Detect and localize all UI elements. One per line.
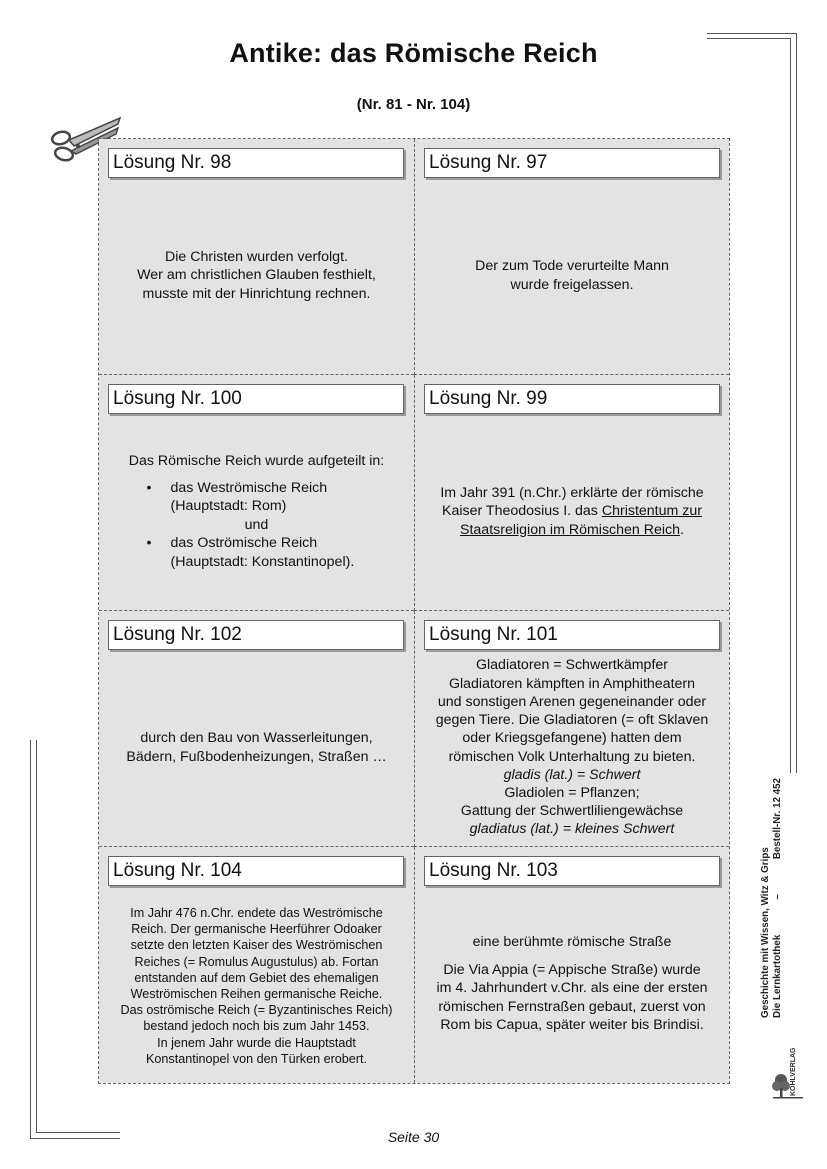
text-line: Die Christen wurden verfolgt.	[165, 248, 348, 265]
underlined-text: Staatsreligion im Römischen Reich	[460, 521, 681, 538]
text-line: durch den Bau von Wasserleitungen,	[140, 730, 373, 746]
card-label: Lösung Nr. 100	[108, 384, 404, 414]
text-line: gegen Tiere. Die Gladiatoren (= oft Sklaven	[435, 712, 709, 729]
card-grid	[98, 138, 730, 1084]
card-loesung-104	[99, 847, 414, 1083]
text-line: römischen Fernstraßen gebaut, zuerst von	[438, 998, 706, 1015]
card-loesung-101	[414, 611, 729, 847]
text-line: (Hauptstadt: Rom)	[170, 498, 287, 514]
text-line: Weströmischen Reihen germanische Reiche.	[130, 987, 383, 1001]
frame-bottom-left-v1	[30, 740, 31, 1139]
card-content	[421, 653, 723, 842]
card-label: Lösung Nr. 98	[108, 148, 404, 178]
card-label: Lösung Nr. 101	[424, 620, 720, 650]
text-line: setzte den letzten Kaiser des Weströmischen	[130, 938, 383, 953]
text-line: wurde freigelassen.	[510, 276, 634, 293]
text-line: bestand jedoch noch bis zum Jahr 1453.	[143, 1019, 370, 1034]
tree-logo-icon	[770, 1028, 806, 1100]
sidebar-line-2	[772, 778, 784, 1018]
separator: –	[772, 894, 783, 900]
card-loesung-97	[414, 139, 729, 375]
card-label: Lösung Nr. 104	[108, 856, 404, 886]
text-line: Gattung der Schwertliliengewächse	[460, 803, 684, 820]
card-content	[105, 417, 408, 606]
text-line: Bädern, Fußbodenheizungen, Straßen …	[126, 748, 387, 765]
frame-top-right-v2	[790, 38, 791, 773]
text-line: und	[244, 516, 269, 533]
text-span: Kaiser Theodosius I. das	[442, 503, 602, 520]
text-line: Im Jahr 476 n.Chr. endete das Weströmische	[130, 905, 383, 920]
text-line: Gladiatoren kämpften in Amphitheatern	[448, 675, 696, 692]
card-content	[105, 893, 408, 1079]
text-line: oder Kriegsgefangene) hatten dem	[462, 730, 682, 747]
text-line: Reiches (= Romulus Augustulus) ab. Fortan	[134, 954, 379, 969]
text-line: gladis (lat.) = Schwert	[503, 766, 641, 783]
text-line: Die Via Appia (= Appische Straße) wurde	[443, 961, 701, 978]
card-content	[421, 889, 723, 1079]
text-line: Rom bis Capua, später weiter bis Brindisi.	[440, 1017, 704, 1034]
card-label: Lösung Nr. 99	[424, 384, 720, 414]
text-line: eine berühmte römische Straße	[472, 934, 672, 951]
text-line: das Oströmische Reich	[170, 535, 318, 551]
page-subtitle: (Nr. 81 - Nr. 104)	[356, 96, 471, 113]
text-line: Reich. Der germanische Heerführer Odoaker	[131, 922, 382, 937]
card-content	[421, 181, 723, 370]
text-line: Gladiolen = Pflanzen;	[504, 784, 640, 801]
text-line	[442, 502, 702, 521]
text-line: Konstantinopel von den Türken erobert.	[145, 1051, 367, 1066]
card-label: Lösung Nr. 102	[108, 620, 404, 650]
text-line: Wer am christlichen Glauben festhielt,	[137, 267, 376, 284]
text-span: .	[680, 521, 684, 538]
card-loesung-102	[99, 611, 414, 847]
page-number: Seite 30	[387, 1129, 440, 1145]
order-number: Bestell-Nr. 12 452	[772, 778, 783, 860]
page-title: Antike: das Römische Reich	[229, 38, 598, 68]
bullet-item	[147, 479, 397, 516]
text-line: Der zum Tode verurteilte Mann	[475, 258, 669, 274]
card-label: Lösung Nr. 97	[424, 148, 720, 178]
text-line: Das oströmische Reich (= Byzantinisches Reich)	[120, 1003, 393, 1018]
text-line: (Hauptstadt: Konstantinopel).	[170, 553, 355, 570]
text-line: gladiatus (lat.) = kleines Schwert	[469, 821, 675, 838]
text-line: im 4. Jahrhundert v.Chr. als eine der ersten	[436, 980, 708, 997]
text-line	[460, 521, 684, 540]
card-loesung-99	[414, 375, 729, 611]
text-line: In jenem Jahr wurde die Hauptstadt	[157, 1035, 356, 1050]
card-label: Lösung Nr. 103	[424, 856, 720, 886]
publisher-logo-text: KOHLVERLAG	[790, 1047, 797, 1096]
card-content	[105, 653, 408, 842]
card-loesung-103	[414, 847, 729, 1083]
text-line: entstanden auf dem Gebiet des ehemaligen	[134, 970, 379, 985]
text-line: musste mit der Hinrichtung rechnen.	[142, 285, 371, 302]
bullet-icon: •	[146, 479, 152, 496]
frame-top-right-v1	[796, 33, 797, 773]
bullet-icon: •	[146, 535, 152, 551]
text-line: Im Jahr 391 (n.Chr.) erklärte der römische	[440, 484, 704, 501]
bullet-item	[147, 534, 397, 571]
card-content	[421, 417, 723, 606]
card-loesung-98	[99, 139, 414, 375]
sidebar-line-1	[760, 778, 772, 1018]
text-line: und sonstigen Arenen gegeneinander oder	[437, 693, 707, 710]
text-line: Das Römische Reich wurde aufgeteilt in:	[128, 453, 385, 469]
text-line: Gladiatoren = Schwertkämpfer	[475, 657, 669, 674]
card-loesung-100	[99, 375, 414, 611]
text-line: das Weströmische Reich	[170, 479, 328, 496]
underlined-text: Christentum zur	[601, 503, 702, 520]
frame-top-right-h1	[707, 33, 797, 34]
product-name: Die Lernkartothek	[772, 934, 783, 1018]
series-title: Geschichte mit Wissen, Witz & Grips	[760, 847, 771, 1018]
text-line: römischen Volk Unterhaltung zu bieten.	[448, 748, 696, 765]
sidebar-credits	[760, 778, 784, 1018]
card-content	[105, 181, 408, 370]
frame-bottom-left-v2	[36, 740, 37, 1133]
